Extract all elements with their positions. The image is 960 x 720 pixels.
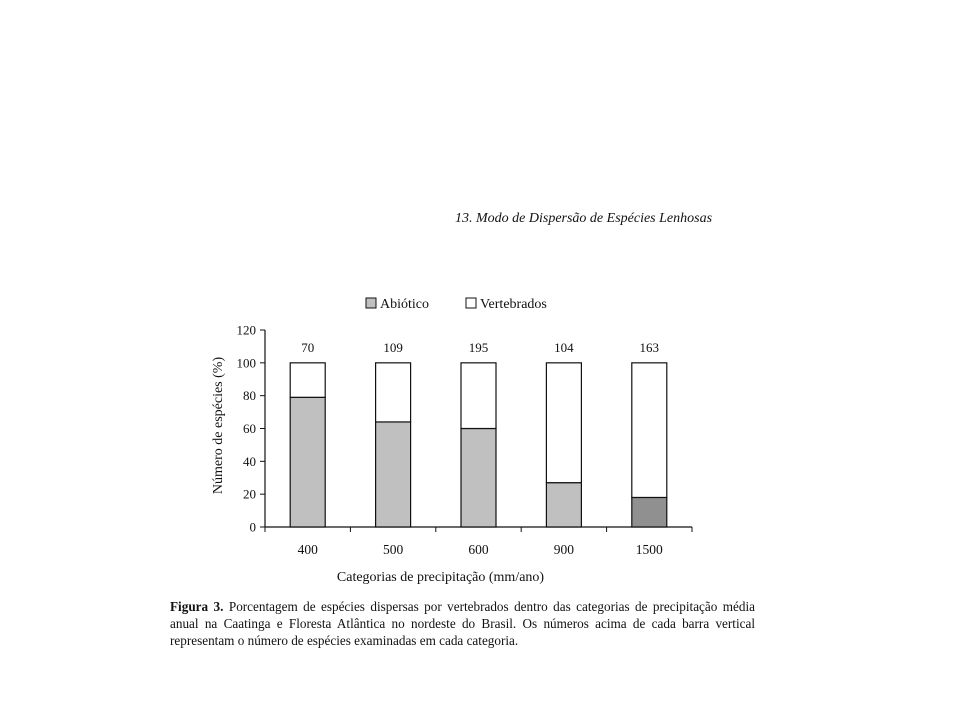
running-head: 13. Modo de Dispersão de Espécies Lenhosas [455,211,713,226]
bar-segment-vertebrados [376,363,411,422]
legend-swatch-vertebrados [466,298,476,308]
y-tick-label: 40 [243,453,256,469]
caption-label: Figura 3. [170,599,224,614]
bar-segment-abiótico [546,483,581,527]
x-tick-label: 400 [297,542,318,557]
legend-label-vertebrados: Vertebrados [480,297,547,312]
bar-segment-vertebrados [461,363,496,429]
figure-caption [170,598,755,649]
bar-total-label: 109 [383,339,403,355]
x-tick-label: 900 [553,542,575,557]
bar-total-label: 163 [639,339,660,355]
bar-segment-vertebrados [290,363,325,397]
bar-segment-vertebrados [632,363,667,498]
y-tick-label: 0 [249,519,256,535]
chart-legend [366,297,547,312]
bar-total-label: 104 [554,339,574,355]
chart-bars [290,363,667,527]
y-tick-label: 80 [243,388,256,404]
caption-text: Porcentagem de espécies dispersas por vertebrados dentro das categorias de precipitação média anual na Caatinga e Floresta Atlântica no nordeste do Brasil. Os números acima de cada barra vertical representam o número de espécies examinadas em cada categoria. [170,599,756,648]
bar-total-label: 70 [301,339,315,355]
legend-label-abiótico: Abiótico [380,297,429,312]
bar-segment-abiótico [632,497,667,527]
y-tick-label: 100 [236,355,256,371]
y-tick-label: 120 [236,322,256,338]
legend-swatch-abiótico [366,298,376,308]
y-tick-label: 60 [243,421,256,436]
x-tick-label: 500 [382,542,404,557]
bar-total-label: 195 [468,339,489,355]
x-tick-label: 1500 [635,542,663,557]
bar-segment-vertebrados [546,363,581,483]
bar-segment-abiótico [290,397,325,527]
bar-segment-abiótico [376,422,411,527]
x-tick-label: 600 [468,542,489,557]
chart-labels [211,340,663,585]
y-axis-title: Número de espécies (%) [211,356,226,495]
bar-segment-abiótico [461,429,496,528]
x-axis-title: Categorias de precipitação (mm/ano) [336,570,545,585]
y-tick-label: 20 [243,486,256,502]
